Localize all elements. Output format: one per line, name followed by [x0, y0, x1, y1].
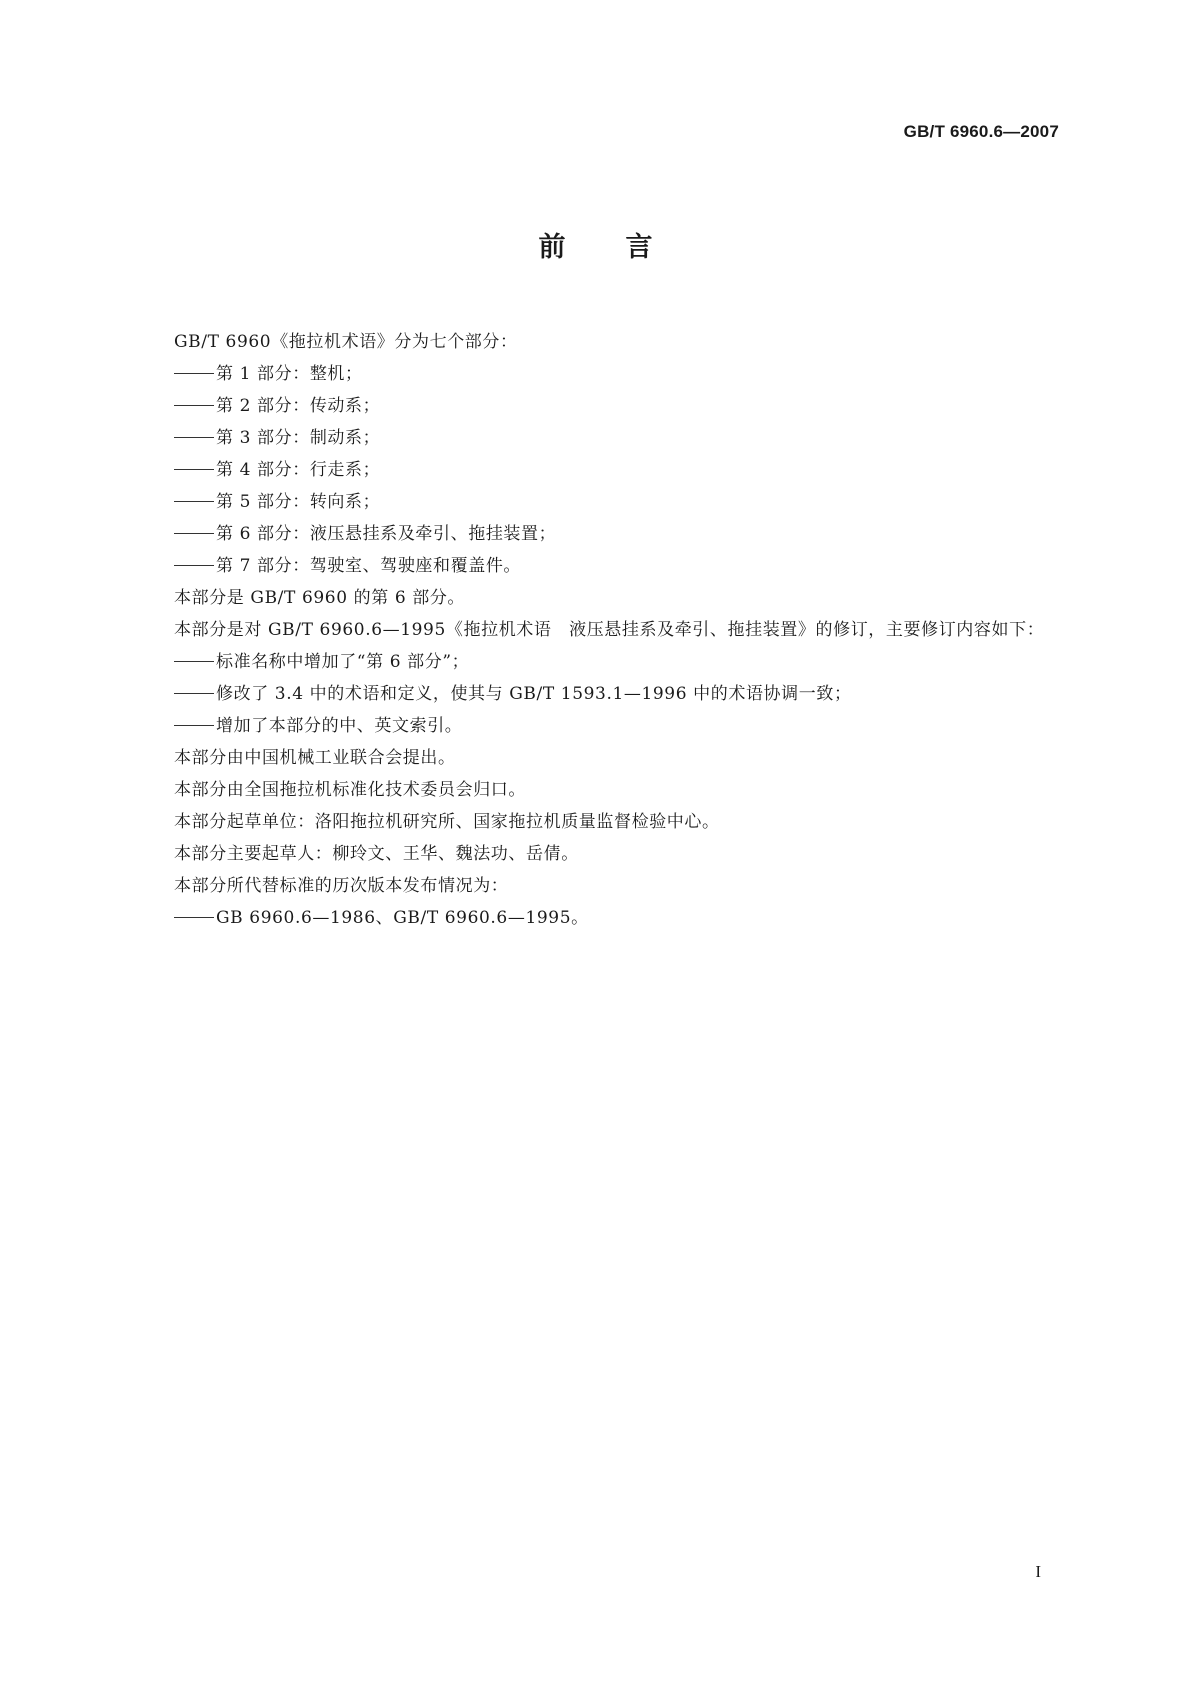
list-item-part-3: 第 3 部分：制动系； — [122, 422, 1062, 454]
list-item-part-6: 第 6 部分：液压悬挂系及牵引、拖挂装置； — [122, 518, 1062, 550]
em-dash — [174, 373, 214, 374]
list-item-history-1: GB 6960.6—1986、GB/T 6960.6—1995。 — [122, 902, 1062, 934]
this-part-paragraph: 本部分是 GB/T 6960 的第 6 部分。 — [174, 588, 466, 608]
list-item-part-2: 第 2 部分：传动系； — [122, 390, 1062, 422]
em-dash — [174, 437, 214, 438]
em-dash — [174, 693, 214, 694]
history-intro-paragraph: 本部分所代替标准的历次版本发布情况为： — [174, 876, 509, 896]
em-dash — [174, 469, 214, 470]
page-number: I — [1035, 1562, 1041, 1581]
drafting-units-paragraph: 本部分起草单位：洛阳拖拉机研究所、国家拖拉机质量监督检验中心。 — [174, 812, 720, 832]
title-char-2: 言 — [625, 232, 653, 263]
em-dash — [174, 405, 214, 406]
list-item-part-1: 第 1 部分：整机； — [122, 358, 1062, 390]
standard-number: GB/T 6960.6—2007 — [903, 122, 1059, 141]
list-item-part-7: 第 7 部分：驾驶室、驾驶座和覆盖件。 — [122, 550, 1062, 582]
em-dash — [174, 917, 214, 918]
em-dash — [174, 725, 214, 726]
em-dash — [174, 533, 214, 534]
revision-paragraph: 本部分是对 GB/T 6960.6—1995《拖拉机术语 液压悬挂系及牵引、拖挂装置》的修订，主要修订内容如下： — [174, 620, 1045, 640]
list-item-part-5: 第 5 部分：转向系； — [122, 486, 1062, 518]
list-item-change-3: 增加了本部分的中、英文索引。 — [122, 710, 1062, 742]
list-item-change-2: 修改了 3.4 中的术语和定义，使其与 GB/T 1593.1—1996 中的术语协调一致； — [122, 678, 1062, 710]
page-title — [0, 225, 1191, 264]
em-dash — [174, 565, 214, 566]
list-item-part-4: 第 4 部分：行走系； — [122, 454, 1062, 486]
foreword-body — [122, 326, 1062, 934]
em-dash — [174, 661, 214, 662]
centralized-by-paragraph: 本部分由全国拖拉机标准化技术委员会归口。 — [174, 780, 526, 800]
proposed-by-paragraph: 本部分由中国机械工业联合会提出。 — [174, 748, 456, 768]
em-dash — [174, 501, 214, 502]
list-item-change-1: 标准名称中增加了“第 6 部分”； — [122, 646, 1062, 678]
intro-paragraph: GB/T 6960《拖拉机术语》分为七个部分： — [174, 332, 518, 352]
drafters-paragraph: 本部分主要起草人：柳玲文、王华、魏法功、岳倩。 — [174, 844, 579, 864]
title-char-1: 前 — [538, 232, 566, 263]
